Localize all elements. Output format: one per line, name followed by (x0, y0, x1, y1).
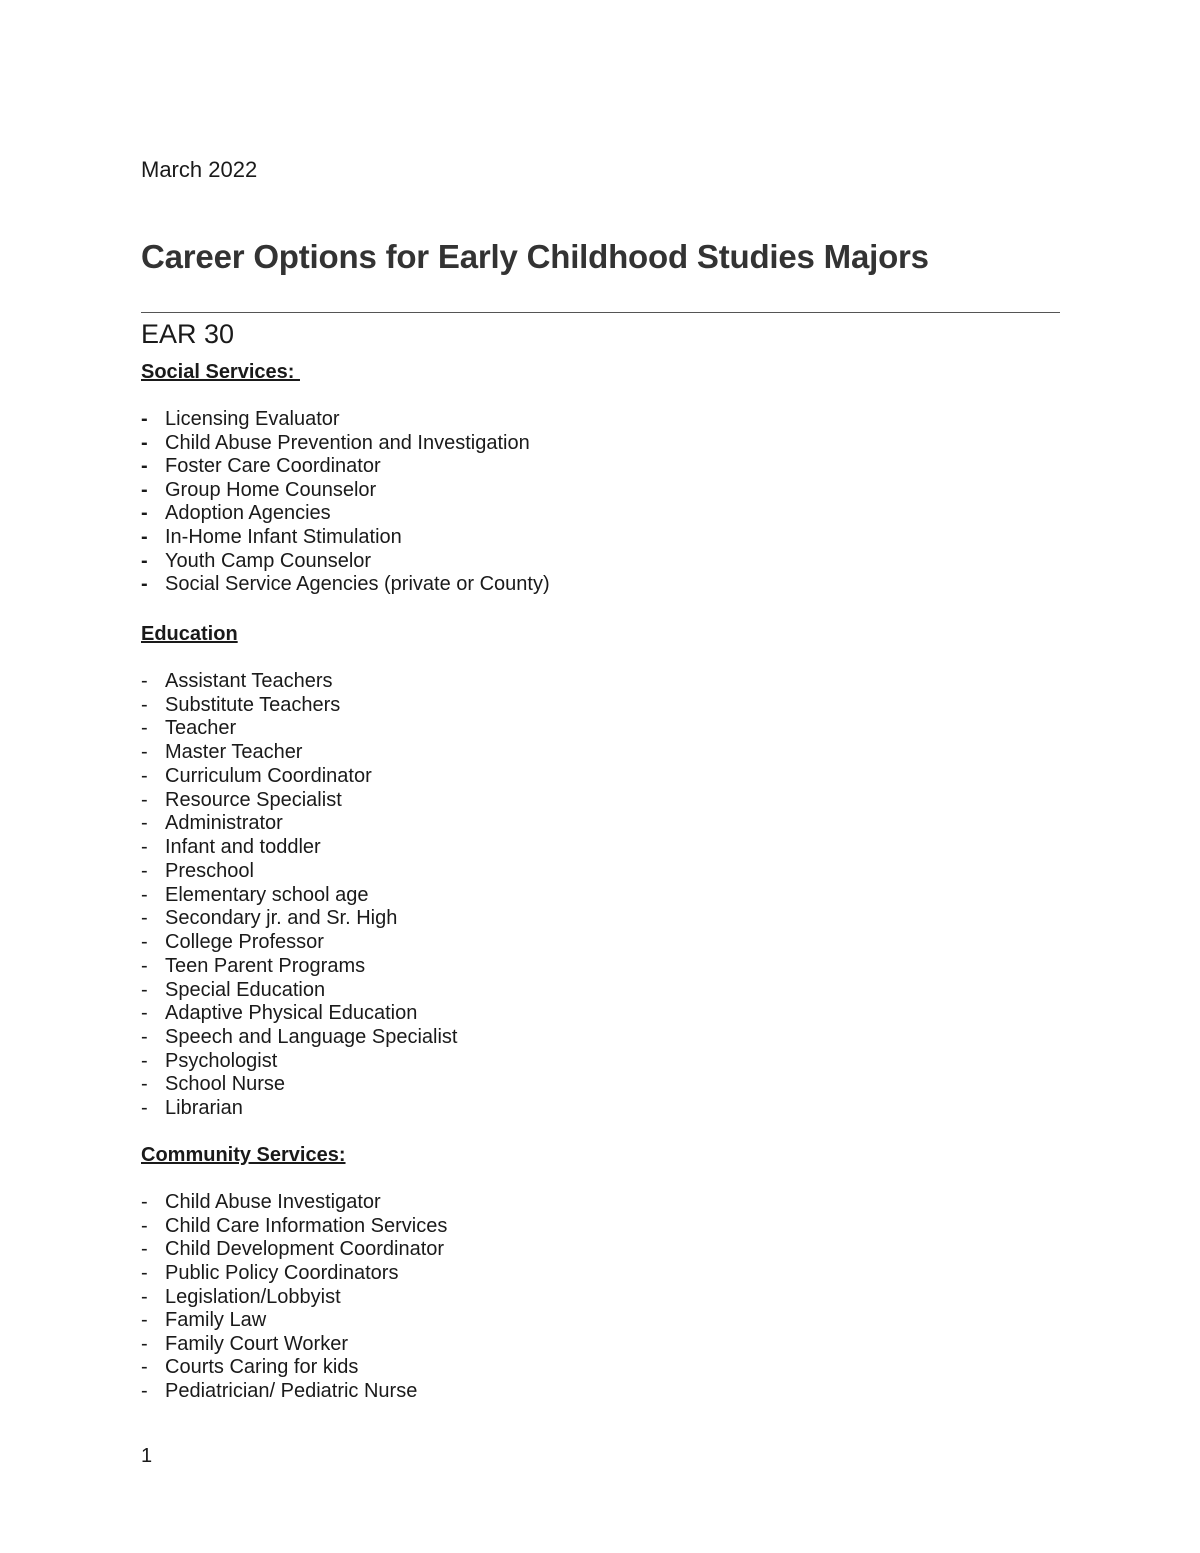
list-item (141, 1073, 457, 1097)
bullet-dash: - (141, 1073, 148, 1096)
education-list (141, 670, 457, 1121)
list-item (141, 408, 550, 432)
social-services-list (141, 408, 550, 597)
bullet-dash: - (141, 717, 148, 740)
list-item (141, 1026, 457, 1050)
list-item-text: Psychologist (165, 1049, 278, 1072)
list-item-text: Teen Parent Programs (165, 954, 366, 977)
list-item-text: Courts Caring for kids (165, 1356, 359, 1379)
bullet-dash: - (141, 670, 148, 692)
bullet-dash: - (141, 1026, 148, 1049)
list-item (141, 1097, 457, 1121)
list-item (141, 1262, 447, 1286)
list-item-text: College Professor (165, 931, 324, 954)
list-item-text: Special Education (165, 978, 326, 1001)
list-item-text: Preschool (165, 859, 254, 882)
list-item-text: Master Teacher (165, 741, 303, 764)
list-item (141, 1380, 447, 1404)
community-services-list (141, 1191, 447, 1404)
list-item-text: Speech and Language Specialist (165, 1026, 458, 1049)
list-item (141, 526, 550, 550)
list-item (141, 550, 550, 574)
list-item (141, 717, 457, 741)
list-item-text: Curriculum Coordinator (165, 764, 372, 787)
page-title: Career Options for Early Childhood Studies Majors (141, 238, 929, 275)
list-item-text: Librarian (165, 1097, 243, 1120)
list-item-text: Family Court Worker (165, 1332, 348, 1355)
bullet-dash: - (141, 788, 148, 811)
list-item-text: Adoption Agencies (165, 502, 331, 525)
list-item-text: Administrator (165, 812, 283, 835)
bullet-dash: - (141, 431, 148, 454)
list-item (141, 1215, 447, 1239)
document-date: March 2022 (141, 157, 258, 182)
list-item-text: Elementary school age (165, 883, 369, 906)
list-item-text: Licensing Evaluator (165, 408, 340, 430)
bullet-dash: - (141, 1309, 148, 1332)
bullet-dash: - (141, 502, 148, 525)
bullet-dash: - (141, 693, 148, 716)
list-item (141, 1002, 457, 1026)
list-item (141, 694, 457, 718)
list-item-text: Legislation/Lobbyist (165, 1285, 341, 1308)
list-item (141, 741, 457, 765)
list-item (141, 1286, 447, 1310)
list-item-text: Resource Specialist (165, 788, 342, 811)
bullet-dash: - (141, 1261, 148, 1284)
section-heading-education: Education (141, 623, 238, 645)
section-heading-community-services: Community Services: (141, 1144, 346, 1166)
bullet-dash: - (141, 1002, 148, 1025)
list-item (141, 789, 457, 813)
list-item-text: Assistant Teachers (165, 670, 333, 692)
list-item (141, 479, 550, 503)
list-item-text: Child Abuse Prevention and Investigation (165, 431, 530, 454)
bullet-dash: - (141, 1238, 148, 1261)
list-item-text: In-Home Infant Stimulation (165, 525, 402, 548)
list-item (141, 955, 457, 979)
list-item-text: School Nurse (165, 1073, 286, 1096)
list-item-text: Infant and toddler (165, 836, 321, 859)
bullet-dash: - (141, 525, 148, 548)
bullet-dash: - (141, 1285, 148, 1308)
bullet-dash: - (141, 859, 148, 882)
list-item (141, 1333, 447, 1357)
list-item (141, 432, 550, 456)
bullet-dash: - (141, 408, 148, 430)
bullet-dash: - (141, 836, 148, 859)
list-item (141, 1309, 447, 1333)
bullet-dash: - (141, 741, 148, 764)
bullet-dash: - (141, 883, 148, 906)
bullet-dash: - (141, 1380, 148, 1403)
list-item (141, 931, 457, 955)
section-heading-social-services: Social Services: (141, 361, 300, 383)
list-item-text: Child Care Information Services (165, 1214, 448, 1237)
list-item (141, 812, 457, 836)
list-item-text: Teacher (165, 717, 237, 740)
bullet-dash: - (141, 1332, 148, 1355)
bullet-dash: - (141, 478, 148, 501)
list-item-text: Social Service Agencies (private or County) (165, 573, 550, 596)
bullet-dash: - (141, 1097, 148, 1120)
list-item (141, 836, 457, 860)
list-item-text: Child Development Coordinator (165, 1238, 445, 1261)
bullet-dash: - (141, 907, 148, 930)
bullet-dash: - (141, 978, 148, 1001)
bullet-dash: - (141, 549, 148, 572)
page-number: 1 (141, 1445, 153, 1467)
bullet-dash: - (141, 455, 148, 478)
list-item (141, 573, 550, 597)
list-item-text: Public Policy Coordinators (165, 1261, 399, 1284)
list-item (141, 979, 457, 1003)
title-divider (141, 312, 1060, 313)
bullet-dash: - (141, 1214, 148, 1237)
list-item-text: Pediatrician/ Pediatric Nurse (165, 1380, 418, 1403)
bullet-dash: - (141, 1049, 148, 1072)
list-item-text: Group Home Counselor (165, 478, 377, 501)
list-item (141, 907, 457, 931)
list-item (141, 455, 550, 479)
list-item (141, 1238, 447, 1262)
list-item (141, 670, 457, 694)
bullet-dash: - (141, 764, 148, 787)
list-item-text: Foster Care Coordinator (165, 455, 381, 478)
bullet-dash: - (141, 1356, 148, 1379)
list-item-text: Family Law (165, 1309, 267, 1332)
bullet-dash: - (141, 954, 148, 977)
list-item (141, 884, 457, 908)
list-item-text: Child Abuse Investigator (165, 1191, 381, 1213)
bullet-dash: - (141, 573, 148, 596)
list-item (141, 1050, 457, 1074)
bullet-dash: - (141, 812, 148, 835)
list-item (141, 1191, 447, 1215)
list-item-text: Adaptive Physical Education (165, 1002, 418, 1025)
list-item-text: Youth Camp Counselor (165, 549, 372, 572)
list-item-text: Substitute Teachers (165, 693, 341, 716)
list-item (141, 1356, 447, 1380)
list-item (141, 860, 457, 884)
course-code: EAR 30 (141, 319, 235, 349)
list-item (141, 765, 457, 789)
list-item (141, 502, 550, 526)
bullet-dash: - (141, 1191, 148, 1213)
bullet-dash: - (141, 931, 148, 954)
list-item-text: Secondary jr. and Sr. High (165, 907, 398, 930)
